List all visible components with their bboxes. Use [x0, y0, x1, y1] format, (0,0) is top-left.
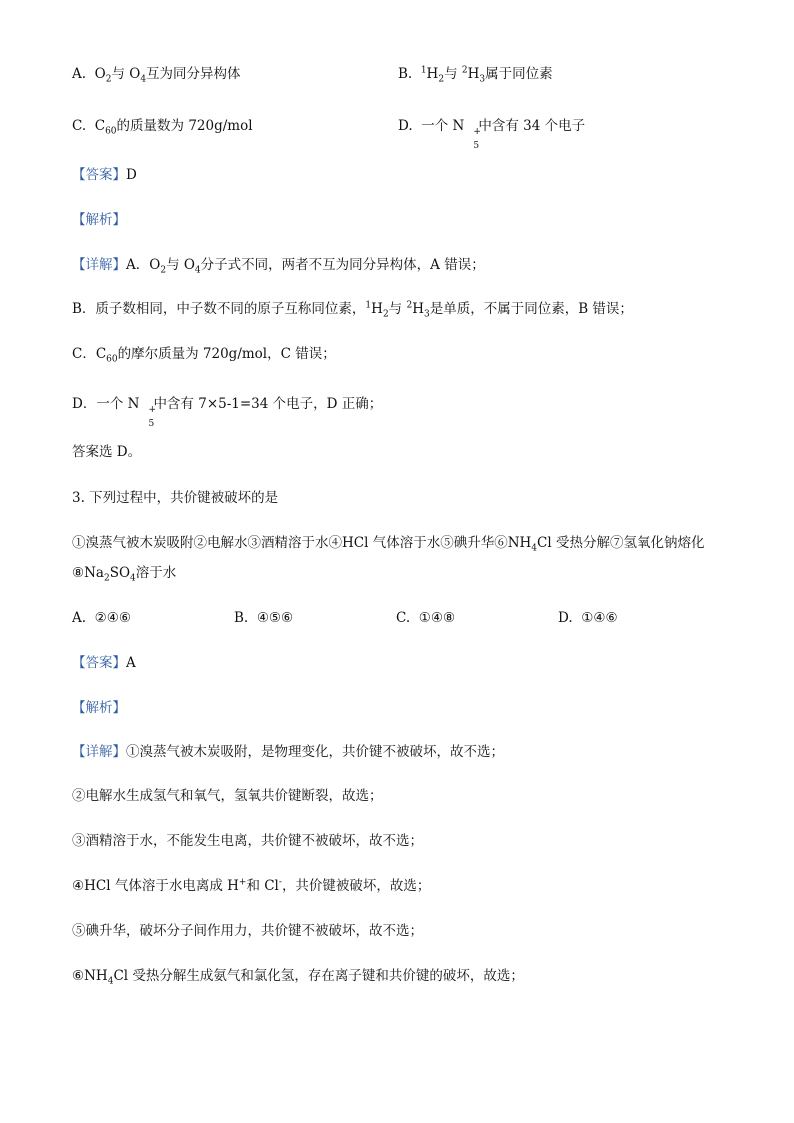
detail-line: B．质子数相同，中子数不同的原子互称同位素，$^1H_2$与 $^2H_3$是单质，不属于同位素，B 错误；: [72, 300, 633, 320]
detail-line: 【详解】A．$O_2$与 $O_4$分子式不同，两者不互为同分异构体，A 错误；: [72, 257, 485, 276]
option-c: C. ①④⑧: [396, 610, 456, 626]
option-a: A. ②④⑥: [72, 610, 131, 626]
answer-tag: 【答案】: [72, 655, 126, 671]
question-stem: 3. 下列过程中，共价键被破坏的是: [72, 490, 279, 506]
question-items: ①溴蒸气被木炭吸附②电解水③酒精溶于水④HCl 气体溶于水⑤碘升华$⑥NH_4Cl$ 受热分解⑦氢氧化钠熔化: [72, 535, 705, 554]
answer-line: [72, 165, 137, 185]
detail-line: C．$C_{60}$的摩尔质量为 720g/mol，C 错误；: [72, 346, 336, 365]
answer-tag: 【答案】: [72, 167, 126, 183]
conclusion-line: 答案选 D。: [72, 444, 142, 460]
option-b: B. ④⑤⑥: [234, 610, 294, 626]
answer-value: D: [126, 167, 137, 183]
detail-line: 【详解】①溴蒸气被木炭吸附，是物理变化，共价键不被破坏，故不选；: [72, 744, 504, 760]
option-c: C. $C_{60}$的质量数为 720g/mol: [72, 118, 253, 137]
analysis-tag: 【解析】: [72, 212, 126, 228]
answer-value: A: [126, 655, 136, 671]
detail-line: ④HCl 气体溶于水电离成 H+和 Cl-，共价键被破坏，故选；: [72, 877, 431, 894]
detail-line: ⑤碘升华，破坏分子间作用力，共价键不被破坏，故不选；: [72, 923, 423, 939]
option-d: D. 一个 N + 5 中含有 34 个电子: [398, 118, 586, 151]
question-items: $⑧Na_2SO_4$溶于水: [72, 565, 177, 584]
option-d: D. ①④⑥: [558, 610, 618, 626]
answer-line: [72, 653, 136, 673]
detail-line: $⑥NH_4Cl$ 受热分解生成氨气和氯化氢，存在离子键和共价键的破坏，故选；: [72, 968, 524, 987]
option-b: B. $^1H_2$与 $^2H_3$属于同位素: [398, 65, 553, 85]
option-a: A. $O_2$与 $O_4$互为同分异构体: [72, 66, 241, 85]
detail-line: D．一个 N + 5 中含有 7×5-1=34 个电子，D 正确；: [72, 396, 383, 429]
analysis-tag: 【解析】: [72, 700, 126, 716]
detail-line: ③酒精溶于水，不能发生电离，共价键不被破坏，故不选；: [72, 833, 423, 849]
detail-line: ②电解水生成氢气和氧气，氢氧共价键断裂，故选；: [72, 788, 383, 804]
